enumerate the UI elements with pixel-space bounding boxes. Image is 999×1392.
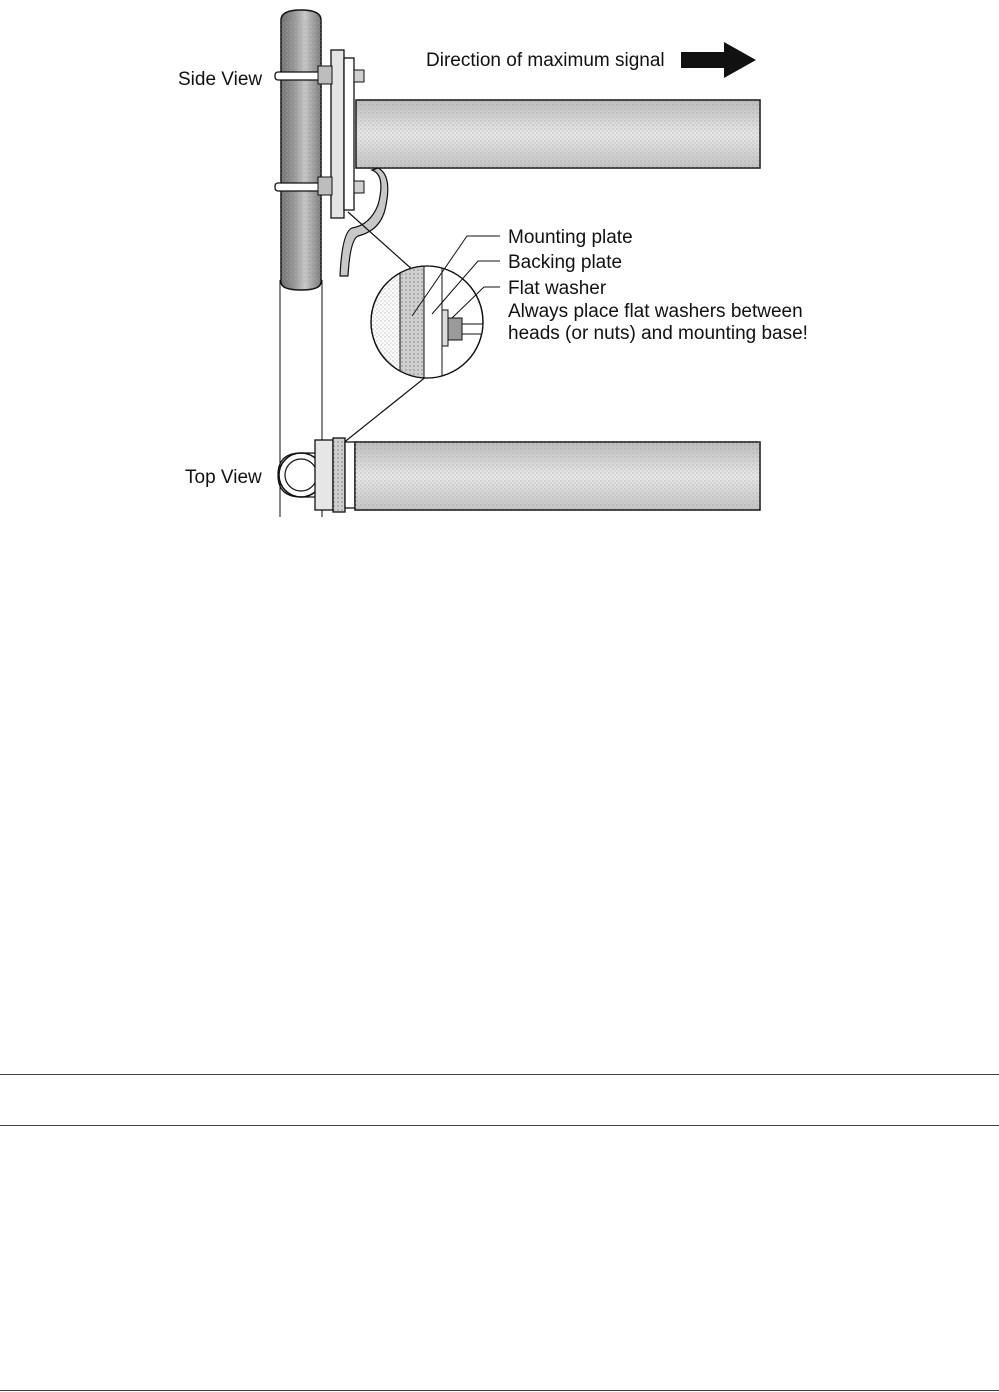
direction-arrow-icon (681, 42, 756, 78)
divider-line-3 (0, 1390, 999, 1391)
label-mounting-plate: Mounting plate (508, 227, 633, 248)
side-view-antenna (356, 100, 760, 168)
divider-line-1 (0, 1074, 999, 1075)
divider-line-2 (0, 1125, 999, 1126)
zoom-leader-bottom (342, 376, 427, 444)
zoom-detail-circle (370, 266, 484, 378)
label-side-view: Side View (178, 69, 263, 90)
label-direction: Direction of maximum signal (426, 50, 665, 71)
side-view-mast (281, 10, 321, 290)
note-line-1: Always place flat washers between (508, 301, 803, 322)
label-top-view: Top View (185, 467, 262, 488)
label-backing-plate: Backing plate (508, 252, 623, 273)
top-view-antenna (355, 442, 760, 510)
label-flat-washer: Flat washer (508, 278, 607, 299)
note-line-2: heads (or nuts) and mounting base! (508, 323, 808, 344)
